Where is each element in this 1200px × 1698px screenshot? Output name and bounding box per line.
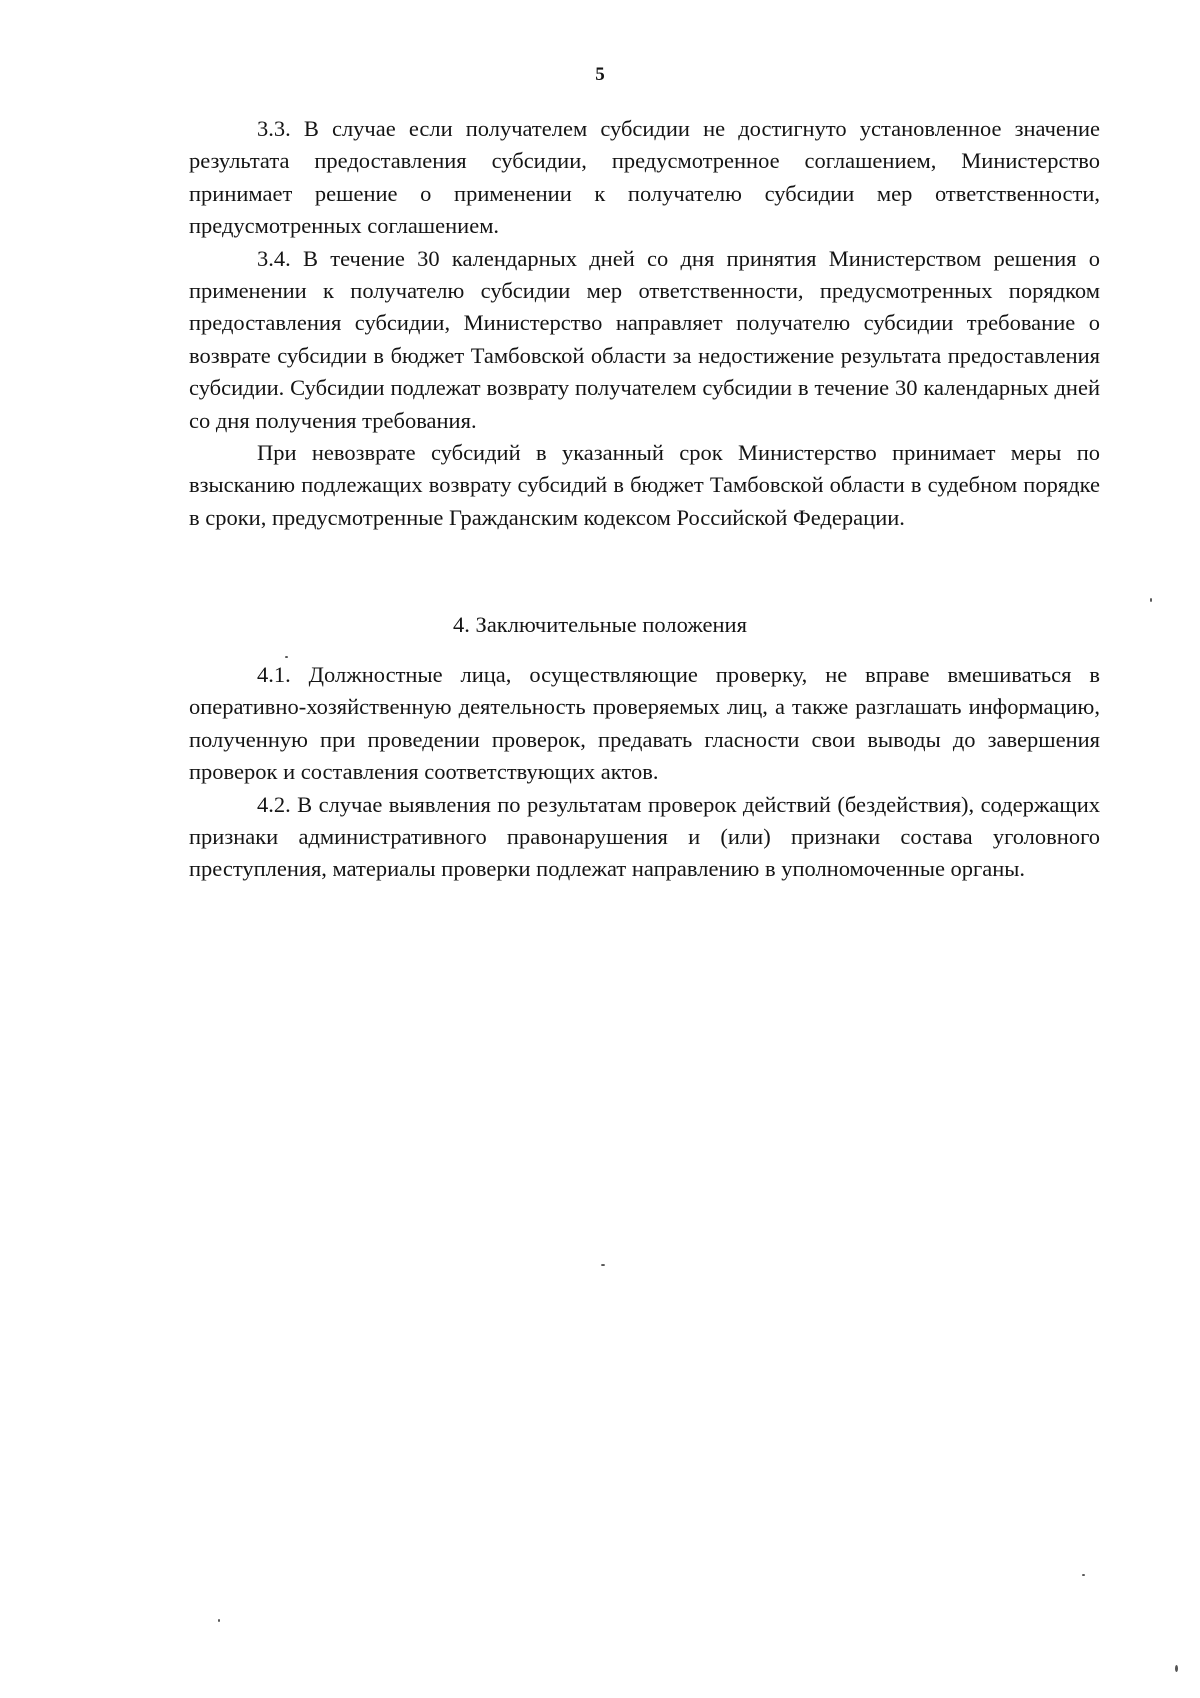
scan-speck (1175, 1665, 1178, 1672)
paragraph-4-2: 4.2. В случае выявления по результатам проверок действий (бездействия), содержащих признаки административного правонарушения и (или) признаки состава уголовного преступления, материалы проверки подлежат направлению в уполномоченные органы. (189, 791, 1100, 882)
scan-speck (218, 1619, 220, 1622)
scan-speck (1150, 598, 1152, 602)
page-number: 5 (595, 64, 605, 85)
paragraph-3-3: 3.3. В случае если получателем субсидии не достигнуто установленное значение результата предоставления субсидии, предусмотренное соглашением, Министерство принимает решение о применении к получателю субсидии мер ответственности, предусмотренных соглашением. (189, 116, 1100, 239)
section-4-heading: 4. Заключительные положения (453, 612, 747, 637)
scan-speck (601, 1264, 605, 1266)
paragraph-3-4: 3.4. В течение 30 календарных дней со дня принятия Министерством решения о применении к получателю субсидии мер ответственности, предусмотренных порядком предоставления субсидии, Министерство направляет получателю субсидии требование о возврате субсидии в бюджет Тамбовской области за недостижение результата предоставления субсидии. Субсидии подлежат возврату получателем субсидии в течение 30 календарных дней со дня получения требования. (189, 245, 1100, 433)
section-3-body (189, 113, 1100, 534)
scan-speck (1082, 1574, 1085, 1576)
section-4-body (189, 659, 1100, 886)
paragraph-4-1: 4.1. Должностные лица, осуществляющие проверку, не вправе вмешиваться в оперативно-хозяйственную деятельность проверяемых лиц, а также разглашать информацию, полученную при проведении проверок, предавать гласности свои выводы до завершения проверок и составления соответствующих актов. (189, 662, 1100, 785)
paragraph-non-return: При невозврате субсидий в указанный срок Министерство принимает меры по взысканию подлежащих возврату субсидий в бюджет Тамбовской области в судебном порядке в сроки, предусмотренные Гражданским кодексом Российской Федерации. (189, 440, 1100, 530)
scan-speck (285, 656, 288, 658)
